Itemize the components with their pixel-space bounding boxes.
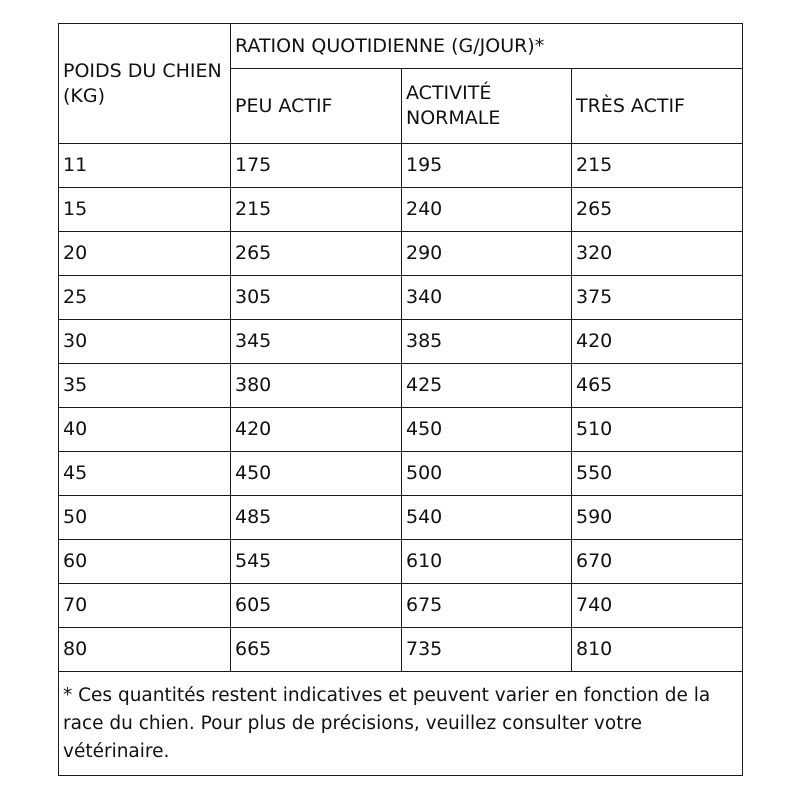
weight-cell: 80 — [59, 628, 231, 672]
low-activity-cell: 305 — [231, 276, 402, 320]
low-activity-cell: 265 — [231, 232, 402, 276]
normal-activity-cell: 195 — [402, 144, 572, 188]
low-activity-cell: 380 — [231, 364, 402, 408]
table-row — [59, 584, 743, 628]
low-activity-cell: 420 — [231, 408, 402, 452]
high-activity-cell: 420 — [572, 320, 743, 364]
header-row-top — [59, 24, 743, 69]
footnote-row — [59, 672, 743, 776]
low-activity-cell: 450 — [231, 452, 402, 496]
table-row — [59, 320, 743, 364]
table-row — [59, 232, 743, 276]
high-activity-cell: 740 — [572, 584, 743, 628]
normal-activity-cell: 675 — [402, 584, 572, 628]
weight-cell: 35 — [59, 364, 231, 408]
low-activity-cell: 665 — [231, 628, 402, 672]
normal-activity-cell: 290 — [402, 232, 572, 276]
table-body — [59, 24, 743, 776]
weight-header: POIDS DU CHIEN (KG) — [59, 24, 231, 144]
high-activity-cell: 215 — [572, 144, 743, 188]
table-row — [59, 144, 743, 188]
low-activity-cell: 215 — [231, 188, 402, 232]
low-activity-cell: 545 — [231, 540, 402, 584]
weight-cell: 60 — [59, 540, 231, 584]
low-activity-cell: 175 — [231, 144, 402, 188]
sub-header-normal-activity: ACTIVITÉ NORMALE — [402, 69, 572, 144]
table-row — [59, 188, 743, 232]
sub-header-high-activity: TRÈS ACTIF — [572, 69, 743, 144]
high-activity-cell: 590 — [572, 496, 743, 540]
normal-activity-cell: 240 — [402, 188, 572, 232]
weight-cell: 70 — [59, 584, 231, 628]
high-activity-cell: 550 — [572, 452, 743, 496]
low-activity-cell: 345 — [231, 320, 402, 364]
table-row — [59, 452, 743, 496]
weight-cell: 50 — [59, 496, 231, 540]
ration-header: RATION QUOTIDIENNE (G/JOUR)* — [231, 24, 743, 69]
normal-activity-cell: 450 — [402, 408, 572, 452]
normal-activity-cell: 540 — [402, 496, 572, 540]
high-activity-cell: 670 — [572, 540, 743, 584]
normal-activity-cell: 385 — [402, 320, 572, 364]
weight-cell: 40 — [59, 408, 231, 452]
table-row — [59, 628, 743, 672]
high-activity-cell: 465 — [572, 364, 743, 408]
high-activity-cell: 510 — [572, 408, 743, 452]
sub-header-low-activity: PEU ACTIF — [231, 69, 402, 144]
table-row — [59, 540, 743, 584]
low-activity-cell: 485 — [231, 496, 402, 540]
weight-cell: 25 — [59, 276, 231, 320]
weight-cell: 30 — [59, 320, 231, 364]
weight-cell: 15 — [59, 188, 231, 232]
feeding-ration-table — [58, 23, 743, 776]
high-activity-cell: 265 — [572, 188, 743, 232]
table-row — [59, 496, 743, 540]
normal-activity-cell: 610 — [402, 540, 572, 584]
low-activity-cell: 605 — [231, 584, 402, 628]
normal-activity-cell: 340 — [402, 276, 572, 320]
table-row — [59, 408, 743, 452]
footnote: * Ces quantités restent indicatives et peuvent varier en fonction de la race du chien. Pour plus de précisions, veuillez consulter votre vétérinaire. — [59, 672, 743, 776]
weight-cell: 11 — [59, 144, 231, 188]
table-row — [59, 364, 743, 408]
high-activity-cell: 810 — [572, 628, 743, 672]
weight-cell: 20 — [59, 232, 231, 276]
normal-activity-cell: 500 — [402, 452, 572, 496]
normal-activity-cell: 735 — [402, 628, 572, 672]
weight-cell: 45 — [59, 452, 231, 496]
high-activity-cell: 320 — [572, 232, 743, 276]
high-activity-cell: 375 — [572, 276, 743, 320]
table-row — [59, 276, 743, 320]
normal-activity-cell: 425 — [402, 364, 572, 408]
